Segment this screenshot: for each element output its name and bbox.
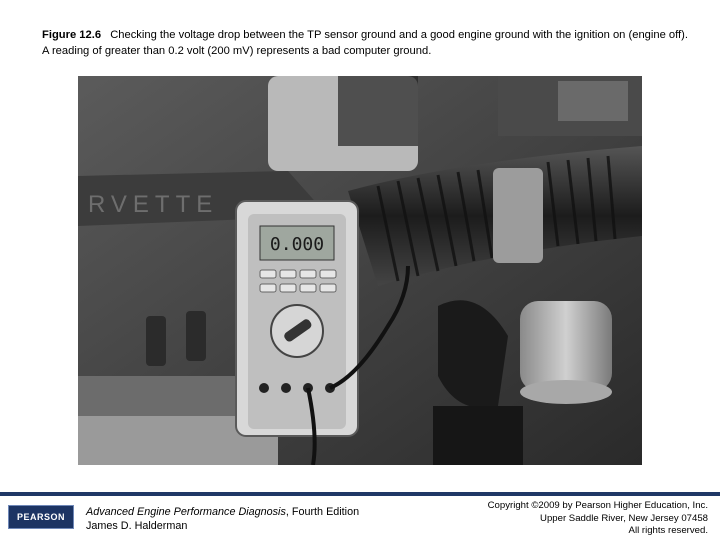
book-edition: , Fourth Edition <box>285 506 360 518</box>
publisher-logo: PEARSON <box>8 505 74 529</box>
book-title: Advanced Engine Performance Diagnosis <box>86 506 286 518</box>
canister-base <box>520 380 612 404</box>
copyright-line-2: Upper Saddle River, New Jersey 07458 <box>540 512 708 524</box>
copyright-notice <box>408 500 708 538</box>
figure-caption <box>42 27 692 59</box>
alternator-shadow <box>338 76 418 146</box>
fuel-rail <box>78 376 238 416</box>
caption-text: Checking the voltage drop between the TP sensor ground and a good engine ground with the ignition on (engine off). A reading of greater than 0.2 volt (200 mV) represents a bad computer ground. <box>42 29 688 57</box>
meter-reading: 0.000 <box>269 234 325 255</box>
canister <box>520 301 612 391</box>
hose-clamp <box>493 168 543 263</box>
engine-photo-illustration <box>78 76 642 465</box>
copyright-line-3: All rights reserved. <box>628 525 708 536</box>
digital-multimeter <box>236 201 358 436</box>
figure-label: Figure 12.6 <box>42 29 102 41</box>
book-author: James D. Halderman <box>86 520 188 532</box>
copyright-line-1: Copyright ©2009 by Pearson Higher Education, Inc. <box>487 500 708 511</box>
engine-badge <box>433 406 523 465</box>
book-citation <box>86 505 359 533</box>
engine-cover-text: RVETTE <box>88 191 219 218</box>
engine-photo <box>78 76 642 465</box>
relay-box <box>558 81 628 121</box>
footer-divider <box>0 492 720 496</box>
